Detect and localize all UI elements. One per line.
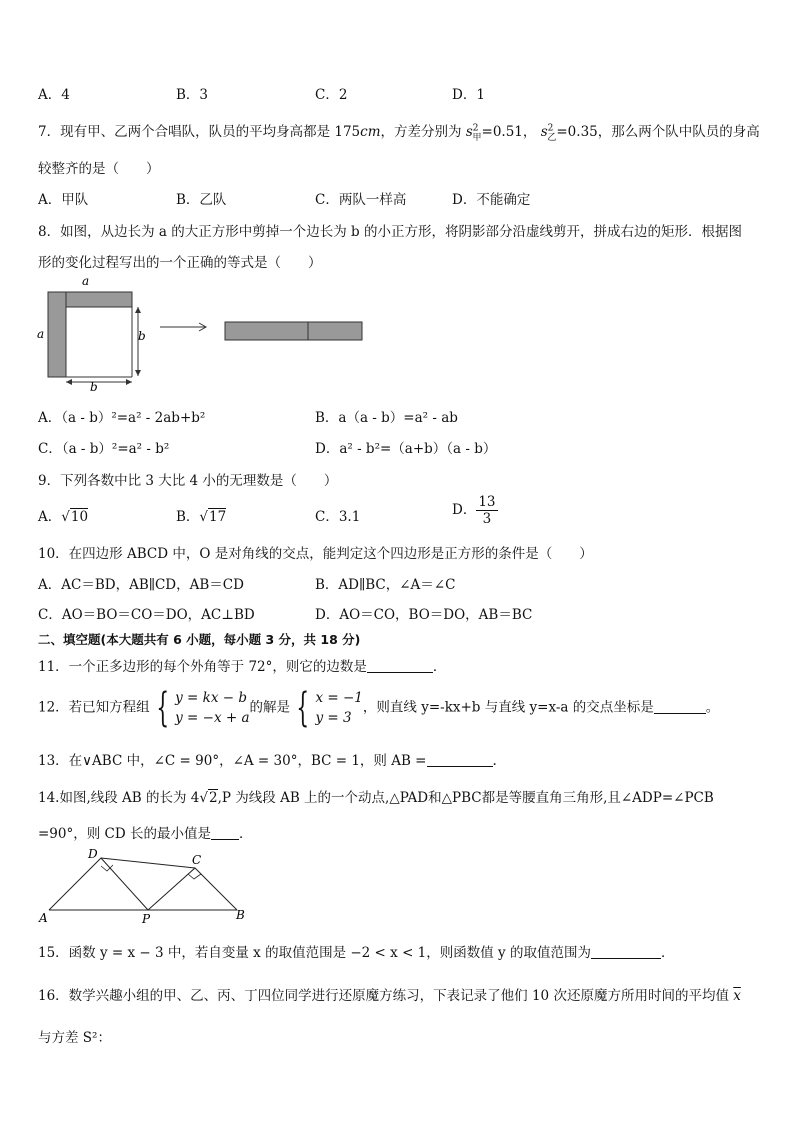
q9-option-d: D． $\frac{13}{3}$	[452, 494, 496, 527]
q14-label-p: P	[142, 912, 151, 926]
q7-option-a: A．甲队	[38, 192, 89, 208]
section-2-heading: 二、填空题(本大题共有 6 小题，每小题 3 分，共 18 分)	[38, 632, 361, 647]
q8-figure	[34, 272, 374, 394]
q8-stem-line1: 8．如图，从边长为 a 的大正方形中剪掉一个边长为 b 的小正方形，将阴影部分沿虚线剪开，拼成右边的矩形．根据图	[38, 224, 742, 240]
q10-option-a: A．AC＝BD，AB∥CD，AB＝CD	[38, 577, 244, 593]
q14-answer-blank[interactable]	[211, 825, 239, 840]
q13: 13．在∨ABC 中，∠C = 90°，∠A = 30°，BC = 1，则 AB = .	[38, 753, 497, 769]
q7-stem-line1: 7．现有甲、乙两个合唱队，队员的平均身高都是 175cm，方差分别为 $s^2_甲=0.51$， $s^2_乙=0.35$，那么两个队中队员的身高	[38, 123, 760, 143]
q8-stem-line2: 形的变化过程写出的一个正确的等式是（ ）	[38, 255, 322, 271]
q9-option-b: B．√17	[176, 509, 227, 525]
q14-line1: 14.如图,线段 AB 的长为 4√2,P 为线段 AB 上的一个动点,△PAD和△PBC都是等腰直角三角形,且∠ADP=∠PCB	[38, 790, 714, 806]
q7-stem-line2: 较整齐的是（ ）	[38, 161, 160, 177]
q12-answer-blank[interactable]	[654, 699, 706, 714]
q8-shaded-top-strip	[66, 292, 132, 307]
q12: 12．若已知方程组 { y = kx − b y = −x + a 的解是 { x = −1 y = 3 ，则直线 y=-kx+b 与直线 y=x-a 的交点坐标是 。	[38, 685, 720, 731]
q8-label-a-left: a	[37, 327, 45, 341]
q6-option-a: A．4	[38, 87, 70, 103]
q11-answer-blank[interactable]	[367, 658, 433, 673]
q9-stem: 9．下列各数中比 3 大比 4 小的无理数是（ ）	[38, 473, 338, 489]
q14-label-c: C	[192, 853, 202, 867]
q6-option-c: C．2	[315, 87, 348, 103]
q16-line1: 16．数学兴趣小组的甲、乙、丙、丁四位同学进行还原魔方练习，下表记录了他们 10 次还原魔方所用时间的平均值 $\overline{x}$	[38, 988, 741, 1004]
q7-option-b: B．乙队	[176, 192, 227, 208]
q8-result-rectangle	[225, 322, 362, 340]
q14-line2: =90°，则 CD 长的最小值是 ．	[38, 826, 253, 842]
q9-option-c: C．3.1	[315, 509, 361, 525]
q11: 11．一个正多边形的每个外角等于 72°，则它的边数是 ．	[38, 659, 447, 675]
q8-label-b-right: b	[138, 329, 146, 343]
q14-label-d: D	[88, 847, 98, 861]
q7-option-c: C．两队一样高	[315, 192, 407, 208]
q10-option-c: C．AO＝BO＝CO＝DO，AC⊥BD	[38, 607, 255, 623]
q6-option-b: B．3	[176, 87, 209, 103]
q8-shaded-left-strip	[48, 292, 66, 377]
q10-stem: 10．在四边形 ABCD 中，O 是对角线的交点，能判定这个四边形是正方形的条件是（ ）	[38, 546, 593, 562]
q13-answer-blank[interactable]	[427, 752, 493, 767]
q10-option-d: D．AO＝CO，BO＝DO，AB＝BC	[315, 607, 533, 623]
q14-triangle-pbc	[148, 868, 237, 910]
q6-option-d: D．1	[452, 87, 485, 103]
q8-option-a: A．（a - b）²=a² - 2ab+b²	[38, 410, 206, 426]
q7-option-d: D．不能确定	[452, 192, 531, 208]
q14-figure	[36, 846, 256, 926]
q14-label-b: B	[236, 908, 245, 922]
q8-label-a-top: a	[82, 274, 90, 288]
q9-option-a: A．√10	[38, 509, 89, 525]
q14-triangle-pad	[49, 858, 148, 910]
q8-option-b: B．a（a - b）=a² - ab	[315, 410, 458, 426]
q10-option-b: B．AD∥BC，∠A＝∠C	[315, 577, 456, 593]
q14-label-a: A	[39, 911, 48, 925]
q14-segment-cd	[101, 858, 195, 868]
q15: 15．函数 y = x − 3 中，若自变量 x 的取值范围是 −2 < x < 1，则函数值 y 的取值范围为 ．	[38, 945, 675, 961]
q16-line2: 与方差 S²：	[38, 1030, 111, 1046]
q8-label-b-bottom: b	[90, 380, 98, 394]
q8-option-c: C．（a - b）²=a² - b²	[38, 441, 170, 457]
q15-answer-blank[interactable]	[591, 944, 661, 959]
q8-option-d: D．a² - b²=（a+b）（a - b）	[315, 441, 497, 457]
